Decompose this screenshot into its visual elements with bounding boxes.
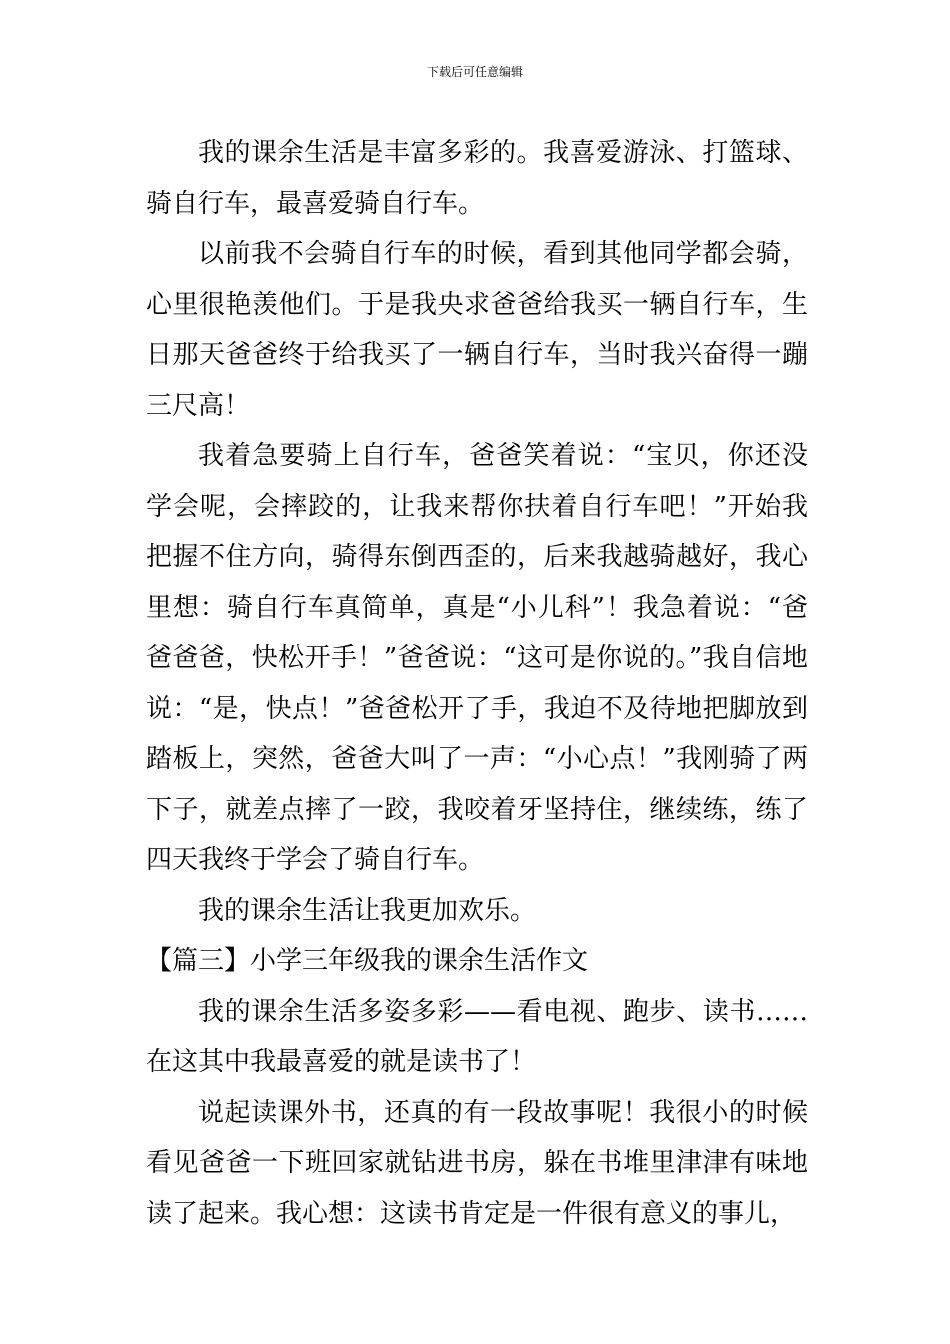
page-header: 下载后可任意编辑 bbox=[426, 65, 523, 79]
paragraph-5: 我的课余生活多姿多彩——看电视、跑步、读书……在这其中我最喜爱的就是读书了！ bbox=[146, 996, 808, 1077]
paragraph-6: 说起读课外书，还真的有一段故事呢！我很小的时候看见爸爸一下班回家就钻进书房，躲在书堆里津津有味地读了起来。我心想：这读书肯定是一件很有意义的事儿， bbox=[146, 1097, 808, 1229]
paragraph-1: 我的课余生活是丰富多彩的。我喜爱游泳、打篮球、骑自行车，最喜爱骑自行车。 bbox=[146, 138, 808, 219]
paragraph-3: 我着急要骑上自行车，爸爸笑着说：“宝贝，你还没学会呢，会摔跤的，让我来帮你扶着自行车吧！”开始我把握不住方向，骑得东倒西歪的，后来我越骑越好，我心里想：骑自行车真简单，真是“小儿科”！我急着说：“爸爸爸爸，快松开手！”爸爸说：“这可是你说的。”我自信地说：“是，快点！”爸爸松开了手，我迫不及待地把脚放到踏板上，突然，爸爸大叫了一声：“小心点！”我刚骑了两下子，就差点摔了一跤，我咬着牙坚持住，继续练，练了四天我终于学会了骑自行车。 bbox=[146, 441, 808, 875]
document-body bbox=[146, 128, 808, 1239]
section-title: 【篇三】小学三年级我的课余生活作文 bbox=[146, 946, 589, 976]
paragraph-4: 我的课余生活让我更加欢乐。 bbox=[198, 895, 537, 926]
paragraph-2: 以前我不会骑自行车的时候，看到其他同学都会骑，心里很艳羡他们。于是我央求爸爸给我买一辆自行车，生日那天爸爸终于给我买了一辆自行车，当时我兴奋得一蹦三尺高！ bbox=[146, 239, 808, 421]
